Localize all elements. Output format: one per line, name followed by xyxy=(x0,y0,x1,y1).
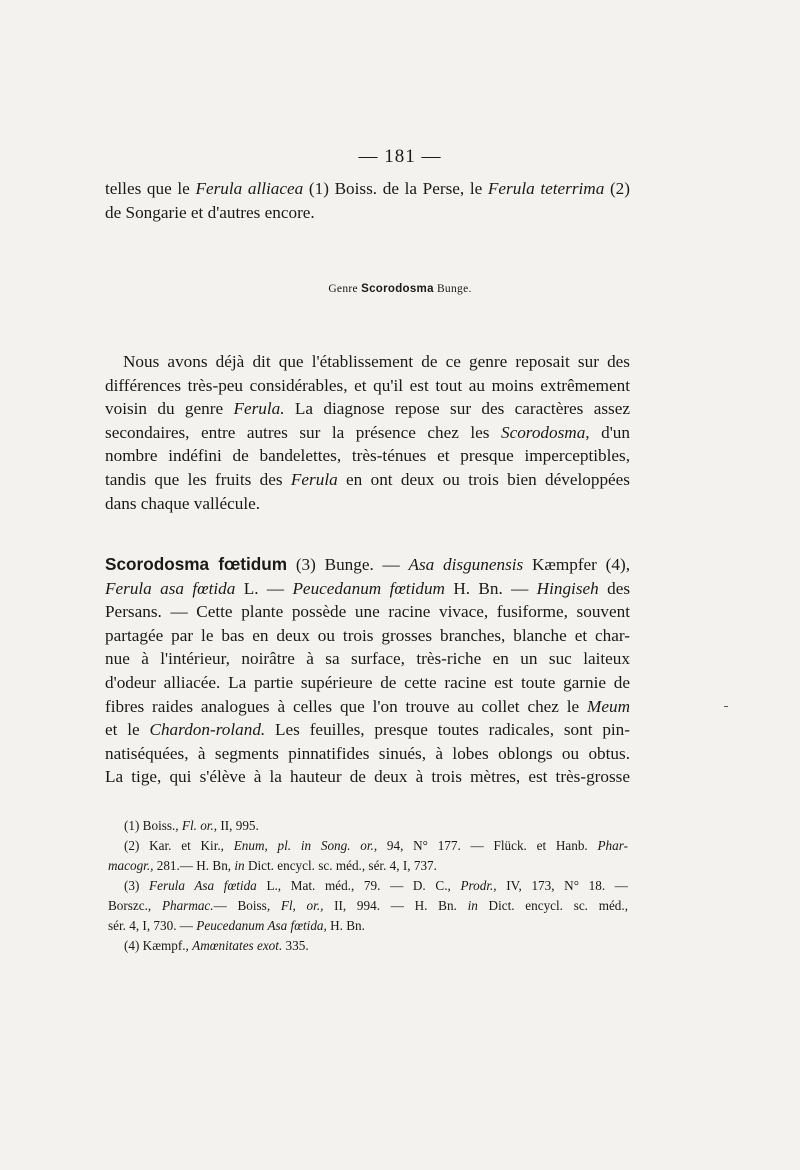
text-line: et le Chardon-roland. Les feuilles, presque toutes radicales, sont pin- xyxy=(105,720,631,740)
text-line: La tige, qui s'élève à la hauteur de deux à trois mètres, est très-grosse xyxy=(105,767,630,787)
scan-speck xyxy=(724,706,728,707)
footnote-3-cont: Borszc., Pharmac.— Boiss, Fl, or., II, 994. — H. Bn. in Dict. encycl. sc. méd., xyxy=(108,898,628,913)
intro-paragraph xyxy=(105,177,630,224)
text-line: voisin du genre Ferula. La diagnose repose sur des caractères assez xyxy=(105,399,630,419)
footnotes xyxy=(108,816,628,956)
footnote-3: (3) Ferula Asa fœtida L., Mat. méd., 79. — D. C., Prodr., IV, 173, N° 18. — xyxy=(124,878,628,893)
footnote-4: (4) Kæmpf., Amœnitates exot. 335. xyxy=(124,938,309,953)
footnote-2-cont: macogr., 281.— H. Bn, in Dict. encycl. sc. méd., sér. 4, I, 737. xyxy=(108,858,437,873)
text-line: nombre indéfini de bandelettes, très-ténues et presque imperceptibles, xyxy=(105,446,630,466)
footnote-1: (1) Boiss., Fl. or., II, 995. xyxy=(124,818,259,833)
text-line: partagée par le bas en deux ou trois grosses branches, blanche et char- xyxy=(105,625,630,645)
text-line: natiséquées, à segments pinnatifides sinués, à lobes oblongs ou obtus. xyxy=(105,743,630,763)
text-line: Nous avons déjà dit que l'établissement de ce genre reposait sur des xyxy=(123,352,630,371)
species-name: Scorodosma fœtidum xyxy=(105,554,288,574)
text-line: dans chaque vallécule. xyxy=(105,493,261,513)
genre-heading: Genre Scorodosma Bunge. xyxy=(328,283,472,295)
text-line: nue à l'intérieur, noirâtre à sa surface, très-riche en un suc laiteux xyxy=(105,649,630,669)
text-line: de Songarie et d'autres encore. xyxy=(105,202,315,222)
paragraph-species-description xyxy=(105,553,630,789)
footnote-3-cont: sér. 4, I, 730. — Peucedanum Asa fœtida, H. Bn. xyxy=(108,918,365,933)
paragraph-genre-description xyxy=(105,350,630,515)
text-line: Ferula asa fœtida L. — Peucedanum fœtidum H. Bn. — Hingiseh des xyxy=(105,578,631,598)
text-line: fibres raides analogues à celles que l'on trouve au collet chez le Meum xyxy=(105,696,630,716)
page-number: — 181 — xyxy=(358,146,442,167)
text-line: d'odeur alliacée. La partie supérieure de cette racine est toute garnie de xyxy=(105,672,630,692)
text-line: secondaires, entre autres sur la présence chez les Scorodosma, d'un xyxy=(105,422,630,442)
text-line: tandis que les fruits des Ferula en ont deux ou trois bien développées xyxy=(105,469,630,489)
text-line: Persans. — Cette plante possède une racine vivace, fusiforme, souvent xyxy=(105,602,630,622)
footnote-2: (2) Kar. et Kir., Enum, pl. in Song. or., 94, N° 177. — Flück. et Hanb. Phar- xyxy=(124,838,628,853)
text-line: Scorodosma fœtidum (3) Bunge. — Asa disgunensis Kæmpfer (4), xyxy=(105,554,630,574)
text-line: différences très-peu considérables, et qu'il est tout au moins extrêmement xyxy=(105,375,630,395)
text-line: telles que le Ferula alliacea (1) Boiss. de la Perse, le Ferula teterrima (2) xyxy=(105,179,631,198)
